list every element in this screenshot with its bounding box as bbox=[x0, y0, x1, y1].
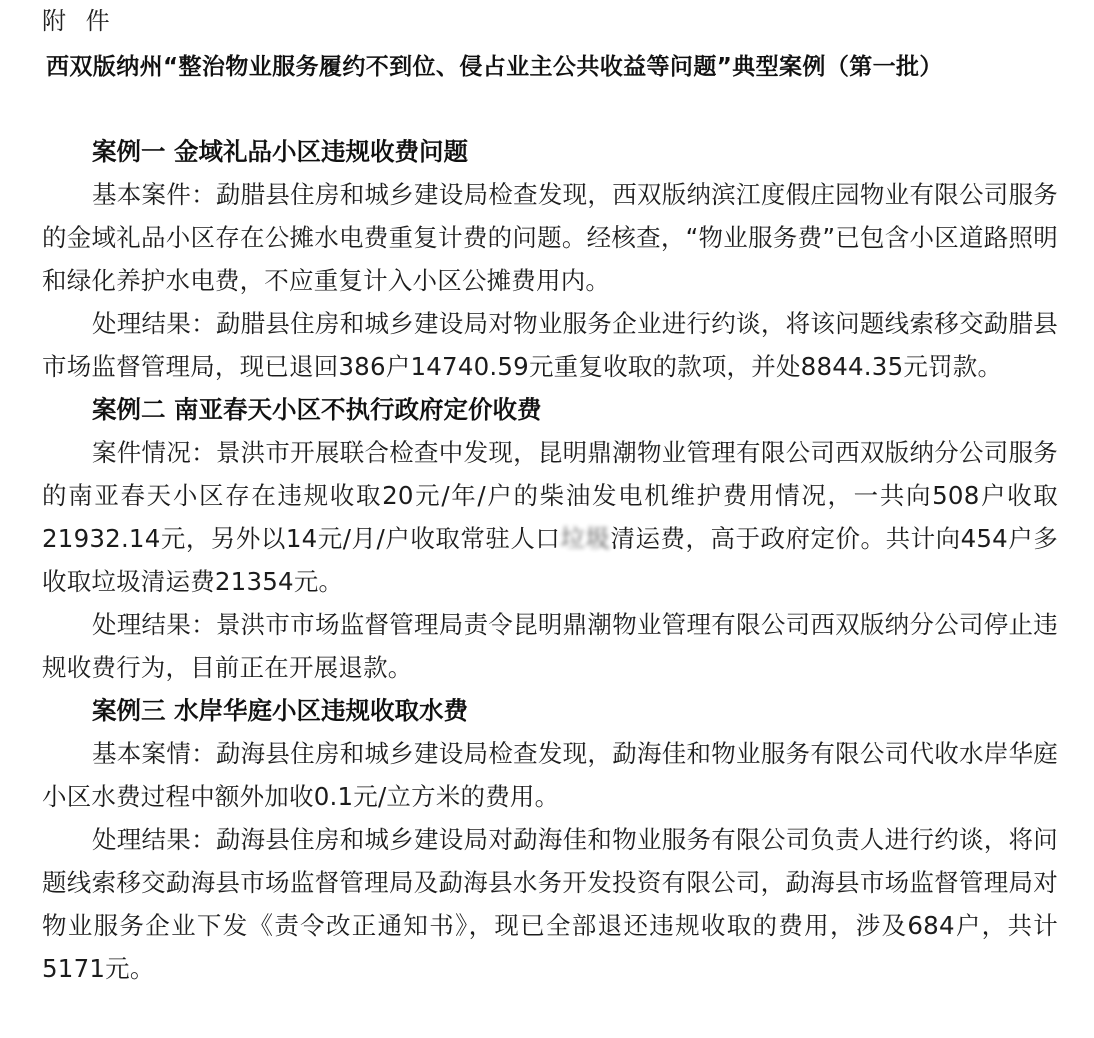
attachment-label: 附 件 bbox=[42, 7, 116, 35]
case-1-heading: 案例一 金域礼品小区违规收费问题 bbox=[92, 137, 469, 166]
case-3-result: 处理结果：勐海县住房和城乡建设局对勐海佳和物业服务有限公司负责人进行约谈，将问题线索移交勐海县市场监督管理局及勐海县水务开发投资有限公司，勐海县市场监督管理局对物业服务企业下发《责令改正通知书》，现已全部退还违规收取的费用，涉及684户，共计5171元。 bbox=[42, 825, 1058, 983]
document-body bbox=[42, 130, 1058, 990]
case-2-heading: 案例二 南亚春天小区不执行政府定价收费 bbox=[92, 395, 542, 424]
case-3 bbox=[42, 689, 1058, 990]
case-1-result: 处理结果：勐腊县住房和城乡建设局对物业服务企业进行约谈，将该问题线索移交勐腊县市场监督管理局，现已退回386户14740.59元重复收取的款项，并处8844.35元罚款。 bbox=[42, 309, 1058, 381]
case-2-facts-part-1: 案件情况：景洪市开展联合检查中发现，昆明鼎潮物业管理有限公司西双版纳分公司服务的南亚春天小区存在违规收取20元/年/户的柴油发电机维护费用情况，一共向508户收取21932.14元，另外以14元/月/户收取常驻人口 bbox=[42, 438, 1058, 553]
case-1-basic-facts: 基本案件：勐腊县住房和城乡建设局检查发现，西双版纳滨江度假庄园物业有限公司服务的金域礼品小区存在公摊水电费重复计费的问题。经核查，“物业服务费”已包含小区道路照明和绿化养护水电费，不应重复计入小区公摊费用内。 bbox=[42, 180, 1058, 295]
document-title: 西双版纳州“整治物业服务履约不到位、侵占业主公共收益等问题”典型案例（第一批） bbox=[46, 54, 943, 80]
case-3-basic-facts: 基本案情：勐海县住房和城乡建设局检查发现，勐海佳和物业服务有限公司代收水岸华庭小区水费过程中额外加收0.1元/立方米的费用。 bbox=[42, 739, 1058, 811]
case-1 bbox=[42, 130, 1058, 388]
case-2-facts-part-2: 清运费，高于政府定价。共计向454户多收取垃圾清运费21354元。 bbox=[42, 524, 1058, 596]
case-2 bbox=[42, 388, 1058, 689]
case-2-result: 处理结果：景洪市市场监督管理局责令昆明鼎潮物业管理有限公司西双版纳分公司停止违规收费行为，目前正在开展退款。 bbox=[42, 610, 1058, 682]
blurred-text: 垃圾 bbox=[560, 524, 611, 553]
case-3-heading: 案例三 水岸华庭小区违规收取水费 bbox=[92, 696, 469, 725]
case-2-basic-facts bbox=[42, 431, 1058, 603]
